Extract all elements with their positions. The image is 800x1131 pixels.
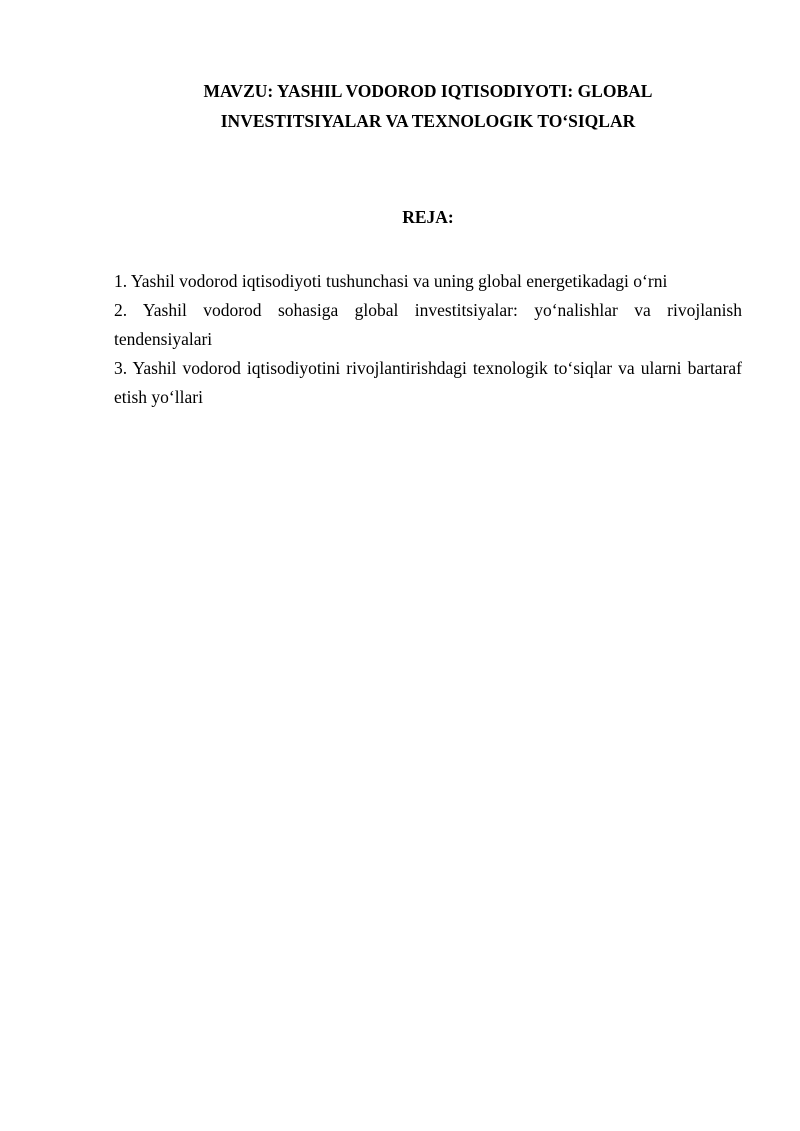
document-title-line-2: INVESTITSIYALAR VA TEXNOLOGIK TO‘SIQLAR xyxy=(220,111,636,131)
plan-list xyxy=(114,267,742,412)
plan-item: 1. Yashil vodorod iqtisodiyoti tushunchasi va uning global energetikadagi o‘rni xyxy=(114,271,668,291)
document-title-line-1: MAVZU: YASHIL VODOROD IQTISODIYOTI: GLOBAL xyxy=(203,81,653,101)
plan-item: 3. Yashil vodorod iqtisodiyotini rivojlantirishdagi texnologik to‘siqlar va ularni bartaraf etish yo‘llari xyxy=(114,358,742,407)
plan-item: 2. Yashil vodorod sohasiga global investitsiyalar: yo‘nalishlar va rivojlanish tendensiyalari xyxy=(114,300,742,349)
plan-heading: REJA: xyxy=(402,207,454,227)
document-title xyxy=(114,76,742,136)
